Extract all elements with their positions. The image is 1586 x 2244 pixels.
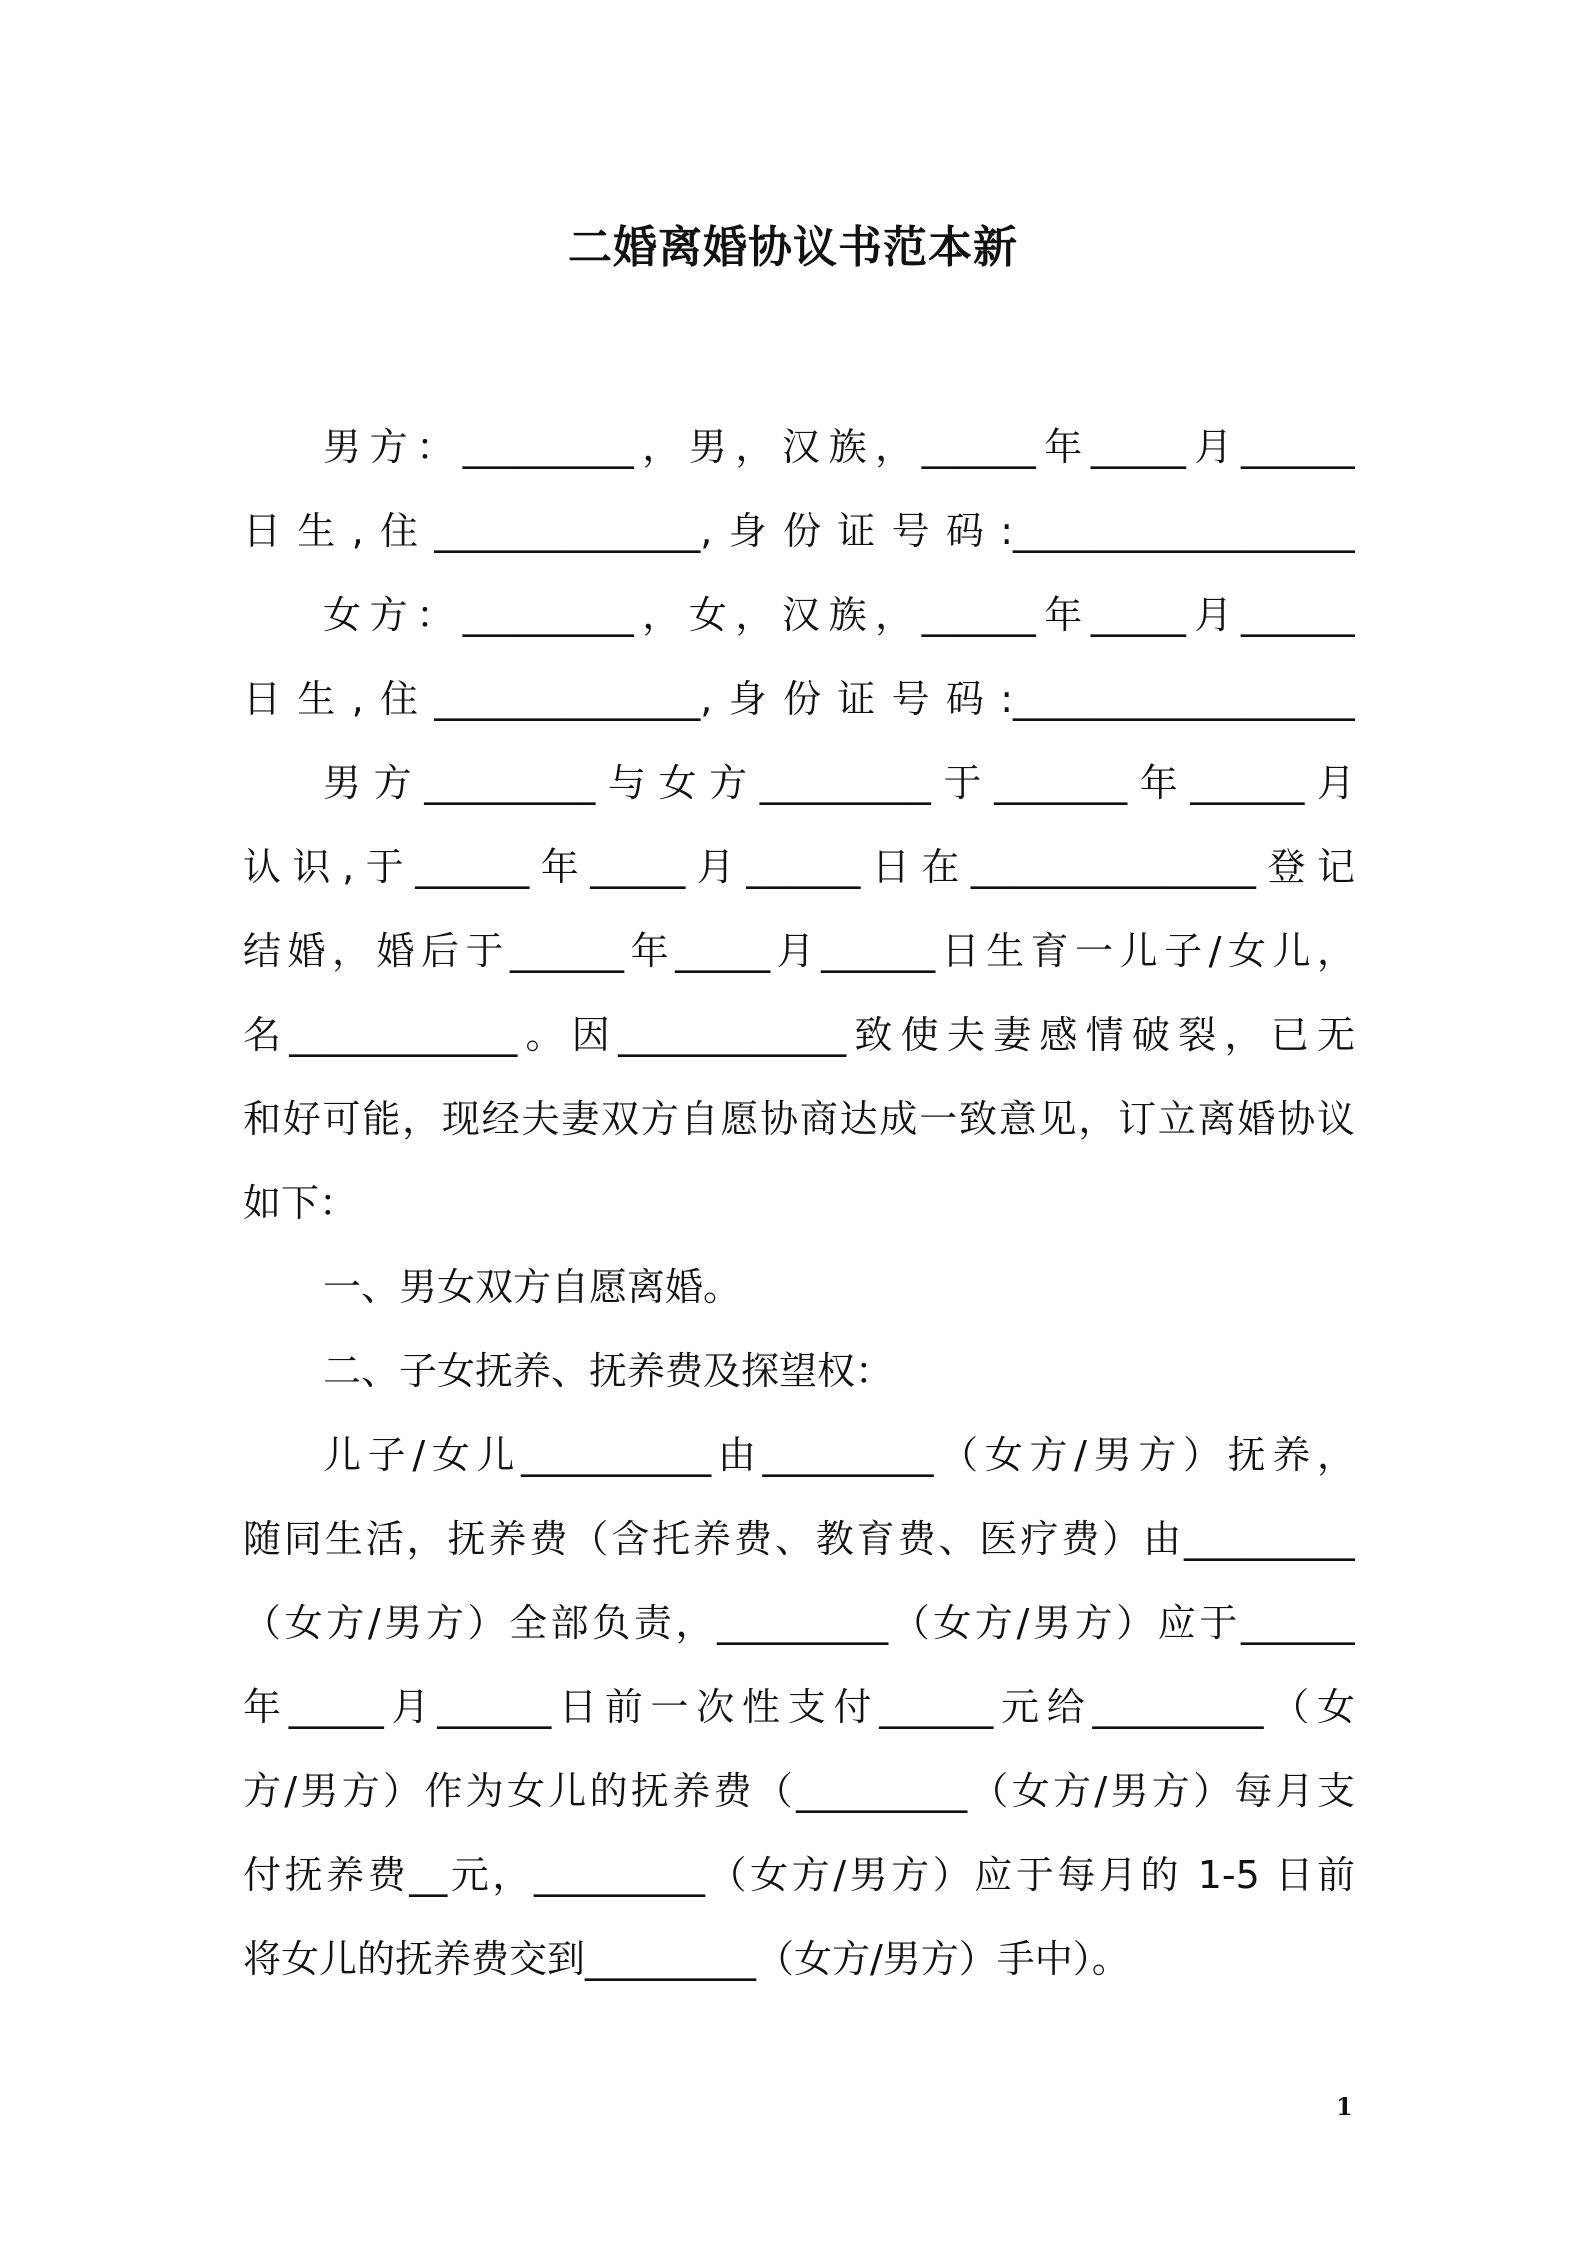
female-party-line: 女方：_________，女，汉族，______年_____月______ bbox=[323, 593, 1355, 637]
custody-line: 儿子/女儿__________由_________（女方/男方）抚养， bbox=[323, 1433, 1355, 1477]
marriage-registration-line: 认识,于______年_____月______日在_______________登记 bbox=[243, 845, 1355, 889]
support-responsibility-line: （女方/男方）全部负责，_________（女方/男方）应于______ bbox=[243, 1601, 1355, 1645]
monthly-payment-line: 方/男方）作为女儿的抚养费（_________（女方/男方）每月支 bbox=[243, 1769, 1355, 1813]
male-party-line: 男方：_________，男，汉族，______年_____月______ bbox=[323, 425, 1355, 469]
monthly-amount-line: 付抚养费__元，_________（女方/男方）应于每月的 1-5 日前 bbox=[243, 1853, 1355, 1897]
clause-two-heading: 二、子女抚养、抚养费及探望权： bbox=[323, 1349, 894, 1393]
child-name-reason-line: 名____________。因____________致使夫妻感情破裂，已无 bbox=[243, 1013, 1355, 1057]
clause-one: 一、男女双方自愿离婚。 bbox=[323, 1265, 742, 1309]
lump-sum-payment-line: 年_____月______日前一次性支付______元给_________（女 bbox=[243, 1685, 1355, 1729]
agreement-intro-end-line: 如下： bbox=[243, 1181, 358, 1225]
male-party-address-line: 日生,住______________,身份证号码:__________________ bbox=[243, 509, 1355, 553]
document-body bbox=[243, 405, 1355, 2001]
page-number: 1 bbox=[1336, 2092, 1353, 2121]
female-party-address-line: 日生,住______________,身份证号码:__________________ bbox=[243, 677, 1355, 721]
agreement-intro-line: 和好可能，现经夫妻双方自愿协商达成一致意见，订立离婚协议 bbox=[243, 1097, 1355, 1141]
support-fee-line: 随同生活，抚养费（含托养费、教育费、医疗费）由_________ bbox=[243, 1517, 1355, 1561]
payment-delivery-line: 将女儿的抚养费交到_________（女方/男方）手中）。 bbox=[243, 1937, 1130, 1981]
child-birth-line: 结婚，婚后于______年_____月______日生育一儿子/女儿， bbox=[243, 929, 1355, 973]
acquaintance-line: 男方_________与女方_________于_______年______月 bbox=[323, 761, 1355, 805]
document-title: 二婚离婚协议书范本新 bbox=[568, 222, 1018, 273]
